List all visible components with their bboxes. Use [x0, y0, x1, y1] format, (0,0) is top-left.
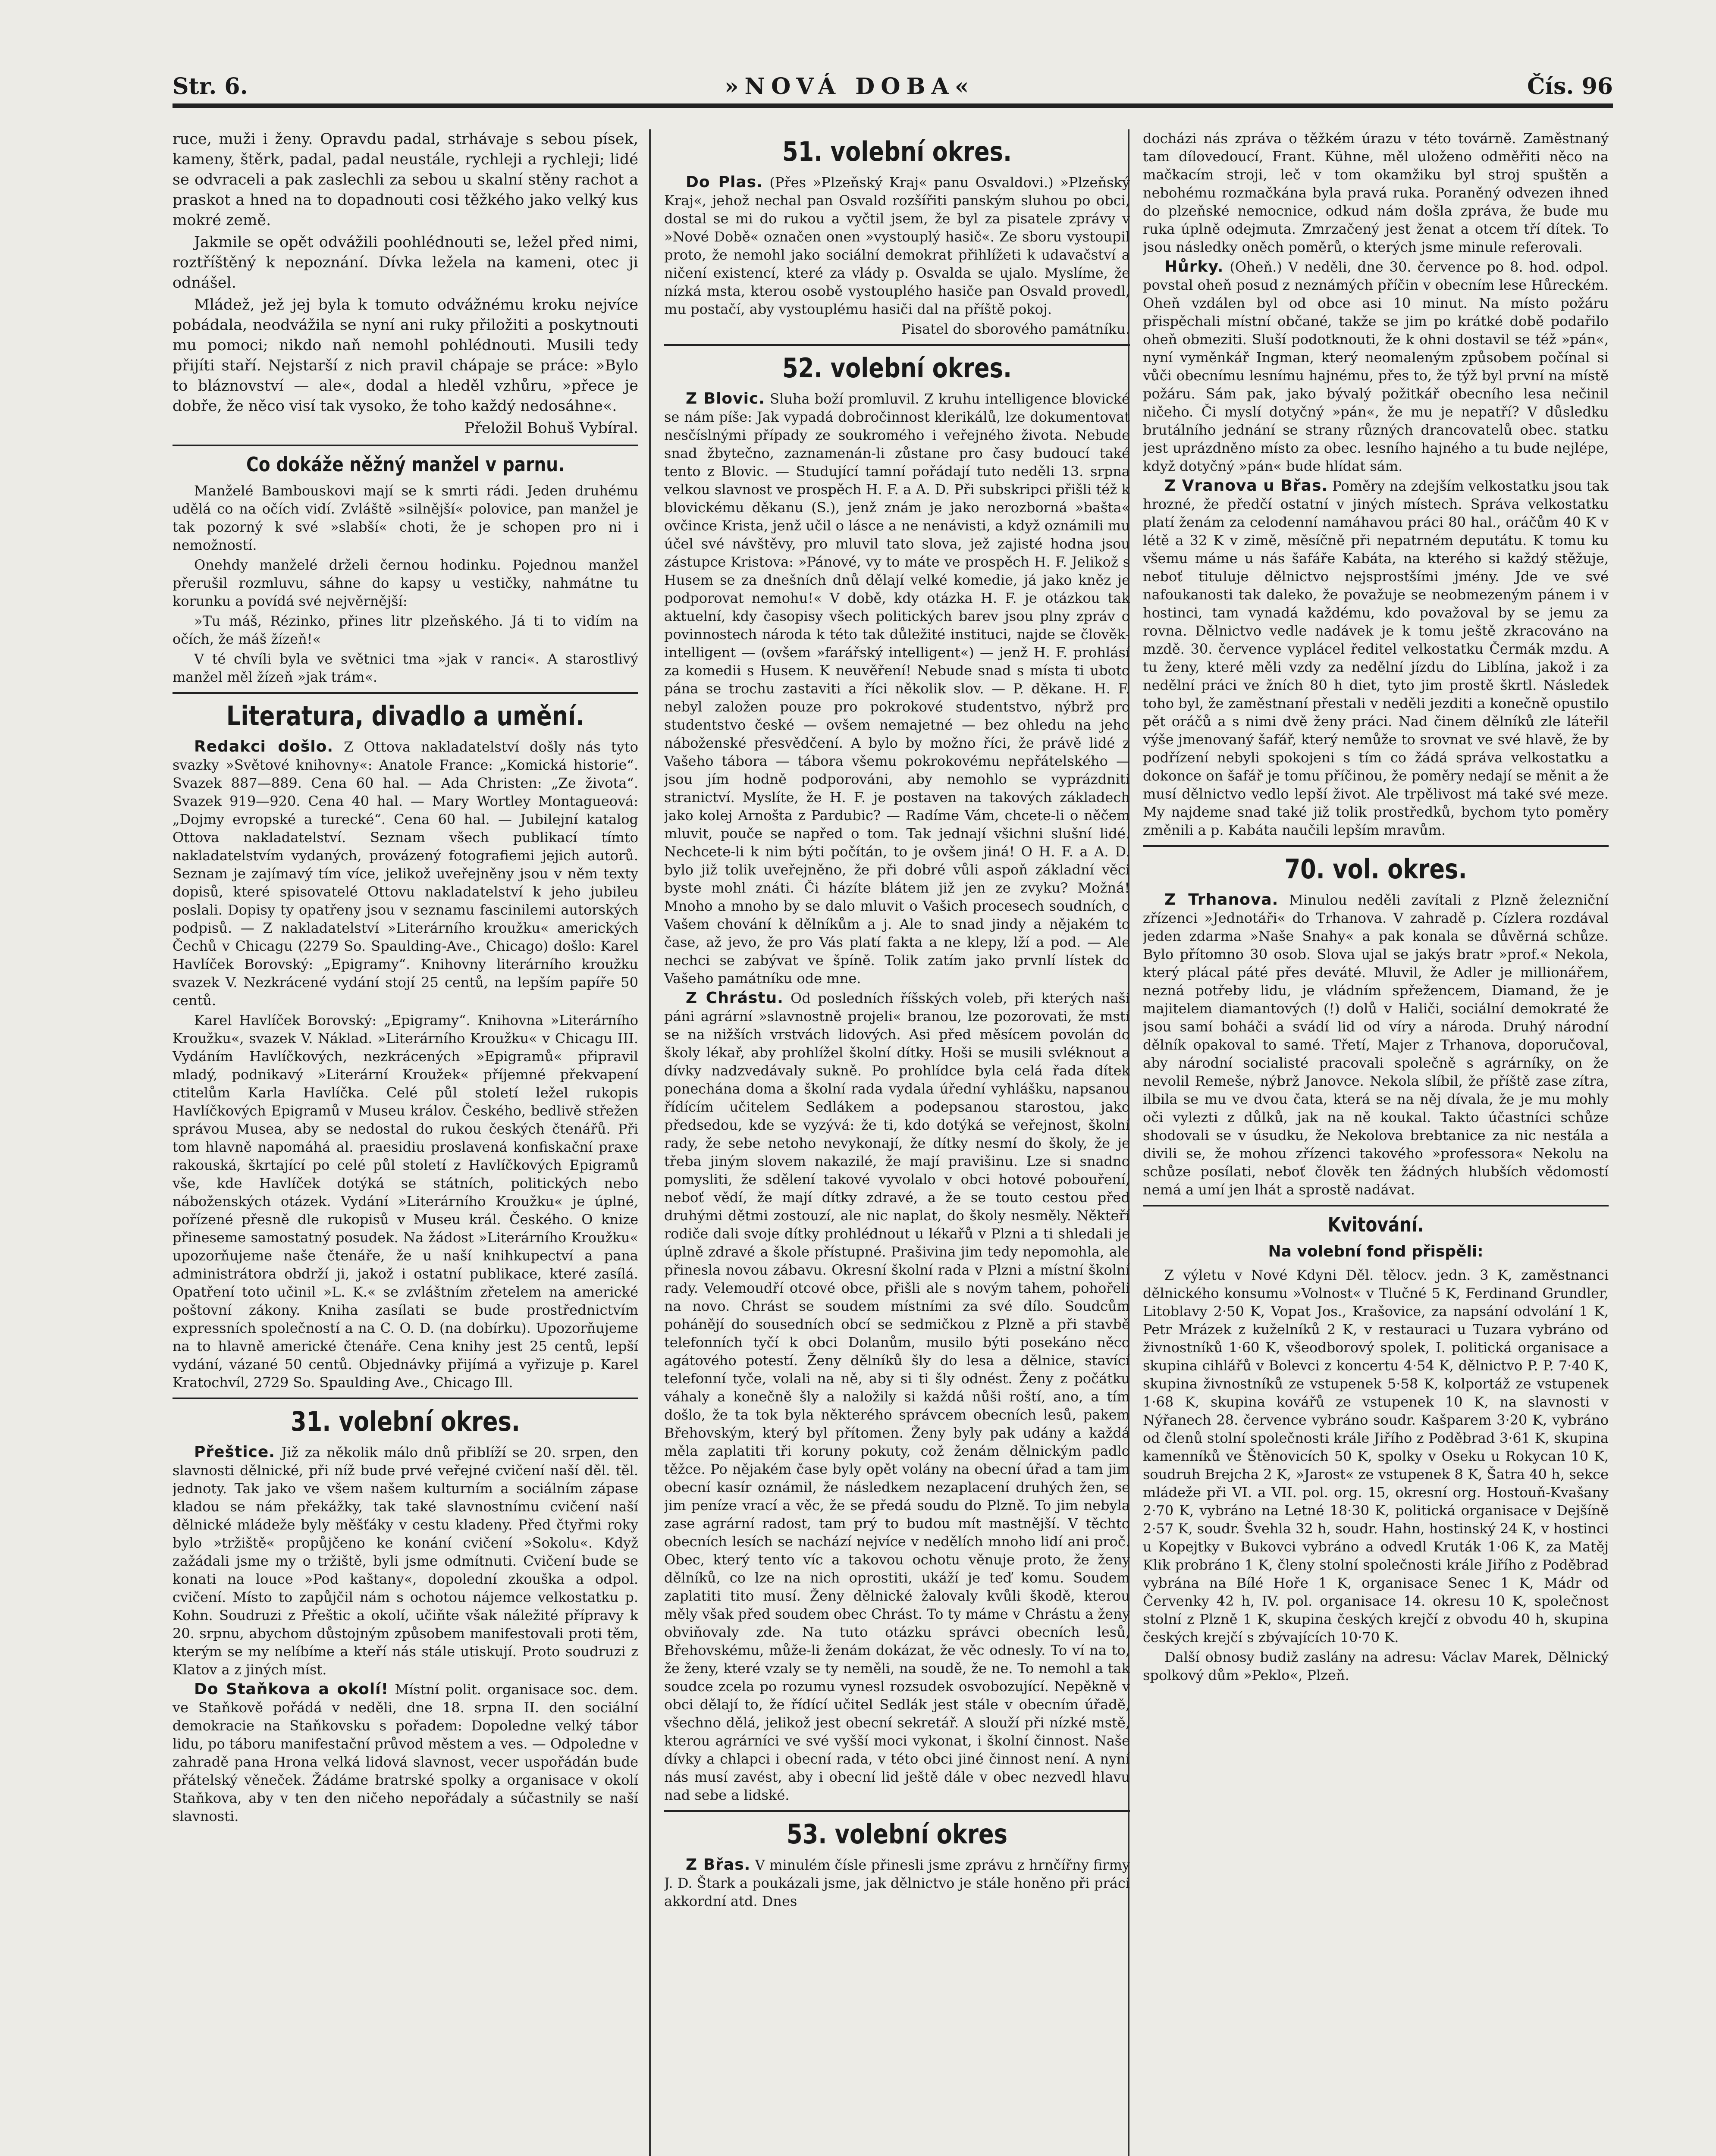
section-rule: [173, 692, 638, 694]
section-rule: [664, 344, 1130, 346]
paragraph-lead: Z Břas.: [686, 1856, 751, 1874]
article-paragraph: Manželé Bambouskovi mají se k smrti rádi. Jeden druhému udělá co na očích vidí. Zvláště »silnější« polovice, pan manžel je tak pozorný k své »slabší« choti, že je schopen pro ni i nemožností.: [173, 483, 638, 553]
newspaper-title: »NOVÁ DOBA«: [725, 73, 975, 100]
paragraph-lead: Z Chrástu.: [686, 989, 784, 1007]
article-paragraph: (Přes »Plzeňský Kraj« panu Osvaldovi.) »Plzeňský Kraj«, jehož nechal pan Osvald rozšířiti panským sluhou po obci, dostal se mi do rukou a vyčtil jsem, že byl za pisatele zprávy v »Nové Době« označen onen »vystouplý hasič«. Ze sboru vystoupil proto, že nemohl jako sociální demokrat přihlížeti k udavačství a ničení existencí, které za vlády p. Osvalda se ujalo. Myslíme, že nízká msta, kterou osobě vystouplého hasiče pan Osvald provedl, mu postačí, aby vystouplému hasiči dal na příště pokoj.: [664, 174, 1130, 317]
article-paragraph: docházi nás zpráva o těžkém úrazu v této továrně. Zaměstnaný tam dílovedoucí, Frant. Kühne, měl uloženo odměřiti něco na mačkacím stroji, leč v tom okamžiku byl stroj spuštěn a nebohému rozmačkána byla pravá ruka. Poraněný odvezen ihned do plzeňské nemocnice, odkud nám došla zpráva, že bude mu ruka úplně odejmuta. Zmrzačený jest ženat a otcem tří dítek. To jsou následky oněch poměrů, o kterých jsme minule referovali.: [1143, 130, 1609, 255]
article-paragraph: V minulém čísle přinesli jsme zprávu z hrnčířny firmy J. D. Štark a poukázali jsme, jak dělnictvo je stále honěno při práci akkordní atd. Dnes: [664, 1857, 1130, 1909]
paragraph-lead: Přeštice.: [194, 1443, 275, 1461]
paragraph-lead: Do Staňkova a okolí!: [194, 1680, 389, 1698]
story-paragraph: Jakmile se opět odvážili poohlédnouti se, ležel před nimi, roztříštěný k nepoznání. Dívka ležela na kameni, otec ji odnášel.: [173, 234, 638, 291]
article-paragraph: V té chvíli byla ve světnici tma »jak v ranci«. A starostlivý manžel měl žízeň »jak trám«.: [173, 651, 638, 685]
section-rule: [1143, 1205, 1609, 1206]
article-paragraph: Již za několik málo dnů přiblíží se 20. srpen, den slavnosti dělnické, při níž bude prvé veřejné cvičení naší děl. těl. jednoty. Tak jako ve všem našem kulturním a sociálním zápase kladou se nám překážky, tak také slavnostnímu cvičení naší dělnické mládeže byly měšťáky v cestu kladeny. Před čtyřmi roky bylo »tržiště« propůjčeno ke konání cvičení »Sokolu«. Když zažádali jsme my o tržiště, byli jsme odmítnuti. Cvičení bude se konati na louce »Pod kaštany«, dopolední zkouška a odpol. cvičení. Místo to zapůjčil nám s ochotou nájemce velkostatku p. Kohn. Soudruzi z Přeštic a okolí, učiňte však náležité přípravy k 20. srpnu, abychom důstojným způsobem manifestovali proti těm, kterým se my nelíbíme a kteří nás stále utiskují. Proto soudruzi z Klatov a z jiných míst.: [173, 1444, 638, 1678]
article-paragraph: Minulou neděli zavítali z Plzně železniční zřízenci »Jednotáři« do Trhanova. V zahradě p. Cízlera rozdával jeden zdarma »Naše Snahy« a pak konala se důvěrná schůze. Bylo přítomno 30 osob. Slova ujal se jakýs bratr »prof.« Nekola, který plácal páté přes deváté. Mluvil, že Adler je millionářem, nezná potřeby lidu, je vládním spřežencem, Diamand, že je majitelem diamantových (!) dolů v Haliči, sociální demokraté že jsou samí boháči a svádí lid od víry a národa. Druhý národní dělník opakoval to samé. Třetí, Majer z Trhanova, doporučoval, aby národní socialisté pracovali společně s agrárníky, on že nevolil Remeše, nýbrž Janovce. Nekola slíbil, že příště zase zítra, ilbila se mu ve dvou čata, která se na něj dívala, že je mu mohly oči vylezti z důlků, jak na ně koukal. Takto účastníci schůze shodovali se v úsudku, že Nekolova brebtanice za nic nestála a divili se, že mohou zřízenci takového »professora« Nekolu na schůze posílati, neboť člověk ten žádných hlubších vědomostí nemá a umí jen lhát a sprostě nadávat.: [1143, 892, 1609, 1198]
paragraph-lead: Do Plas.: [686, 173, 763, 191]
paragraph-lead: Z Blovic.: [686, 390, 765, 407]
column-right: [1143, 129, 1609, 2156]
story-signature: Přeložil Bohuš Vybíral.: [464, 420, 638, 437]
column-divider: [649, 129, 651, 2156]
section-title: 52. volební okres.: [782, 352, 1012, 384]
section-title: 70. vol. okres.: [1284, 853, 1467, 885]
section-rule: [173, 445, 638, 446]
section-rule: [1143, 845, 1609, 847]
article-paragraph: Z výletu v Nové Kdyni Děl. tělocv. jedn. 3 K, zaměstnanci dělnického konsumu »Volnost« v Tlučné 5 K, Ferdinand Grundler, Litoblavy 2·50 K, Vopat Jos., Krašovice, za napsání odvolání 1 K, Petr Mrázek z kuželníků 2 K, v restauraci u Tuzara vybráno od živnostníků 1·60 K, všeodborový spolek, I. politická organisace a skupina cihlářů v Bolevci z koncertu 4·54 K, dělnictvo P. P. 7·40 K, skupina živnostníků ze vstupenek 5·58 K, kolportáž ze vstupenek 1·68 K, skupina kovářů ze vstupenek 10 K, na slavnosti v Nýřanech 28. července vybráno soudr. Kašparem 3·20 K, vybráno od členů stolní společnosti krále Jiřího z Poděbrad 3·61 K, skupina kamenníků ve Štěnovicích 50 K, spolky v Oseku u Rokycan 10 K, soudruh Brejcha 2 K, »Jarost« ze vstupenek 8 K, Šatra 40 h, sekce mládeže při VI. a VII. pol. org. 15, okresní org. Hostouň-Kvašany 2·70 K, vybráno na Letné 18·30 K, politická organisace v Dejšíně 2·57 K, soudr. Švehla 32 h, soudr. Hahn, hostinský 24 K, v hostinci u Kopejtky v Bukovci vybráno a odvedl Kruták 1·06 K, za Matěj Klik probráno 1 K, členy stolní společnosti krále Jiřího z Poděbrad vybrána na Bílé Hoře 1 K, organisace Senec 1 K, Mádr od Červenky 42 h, IV. pol. organisace 14. okresu 10 K, společnost stolní z Plzně 1 K, skupina českých krejčí z obvodu 40 h, skupina českých krejčí s zbývajících 10·70 K.: [1143, 1267, 1609, 1645]
article-paragraph: Další obnosy budiž zaslány na adresu: Václav Marek, Dělnický spolkový dům »Peklo«, Plzeň.: [1143, 1649, 1609, 1683]
article-paragraph: Onehdy manželé drželi černou hodinku. Pojednou manžel přerušil rozmluvu, sáhne do kapsy u vestičky, nahmátne tu korunku a povídá své nejvěrnější:: [173, 557, 638, 609]
section-subtitle: Na volební fond přispěli:: [1268, 1243, 1484, 1260]
section-title: 53. volební okres: [786, 1818, 1008, 1850]
section-title: 51. volební okres.: [782, 136, 1012, 167]
issue-number: Čís. 96: [1527, 73, 1613, 100]
page-number: Str. 6.: [173, 73, 248, 100]
article-paragraph: Karel Havlíček Borovský: „Epigramy“. Knihovna »Literárního Kroužku«, svazek V. Náklad. »Literárního Kroužku« v Chicagu III. Vydáním Havlíčkových, nezkrácených »Epigramů« připravil mladý, podnikavý »Literární Kroužek« příjemné překvapení ctitelům Karla Havlíčka. Celé půl století ležel rukopis Havlíčkových Epigramů v Museu králov. Českého, bedlivě střežen správou Musea, aby se nedostal do rukou českých čtenářů. Při tom hlavně napomáhá al. praesidiu proslavená konfiskační praxe rakouská, škrtající po celé půl století z Havlíčkových Epigramů vše, kde Havlíček dotýká se státních, politických nebo náboženských otázek. Vydání »Literárního Kroužku« je úplné, pořízené přesně dle rukopisů v Museu král. Českého. O knize přineseme samostatný posudek. Na žádost »Literárního Kroužku« upozorňujeme naše čtenáře, že u naší knihkupectví a pana administrátora obdrží ji, jakož i ostatní publikace, které zasílá. Opatření toto učinil »L. K.« se zvláštním zřetelem na americké poštovní zákony. Kniha zasílati se bude prostřednictvím expressních společností a na C. O. D. (na dobírku). Upozorňujeme na to hlavně americké čtenáře. Cena knihy jest 25 centů, lepší vydání, vázané 50 centů. Objednávky přijímá a vyřizuje p. Karel Kratochvíl, 2729 So. Spaulding Ave., Chicago Ill.: [173, 1012, 638, 1391]
column-middle: [664, 129, 1130, 2156]
header-rule: [173, 103, 1613, 108]
section-rule: [664, 1810, 1130, 1812]
column-left: [173, 129, 638, 2156]
section-rule: [173, 1398, 638, 1399]
article-paragraph: »Tu máš, Rézinko, přines litr plzeňského. Já ti to vidím na očích, že máš žízeň!«: [173, 613, 638, 647]
paragraph-lead: Z Vranova u Břas.: [1164, 477, 1328, 495]
article-paragraph: Místní polit. organisace soc. dem. ve Staňkově pořádá v neděli, dne 18. srpna II. den sociální demokracie na Staňkovsku s pořadem: Dopoledne velký tábor lidu, po táboru manifestační průvod městem a ves. — Odpoledne v zahradě pana Hrona velká lidová slavnost, vecer uspořádán bude přátelský věneček. Žádáme bratrské spolky a organisace v okolí Staňkova, aby v ten den ničeho nepořádaly a súčastnily se naší slavnosti.: [173, 1681, 638, 1824]
section-title: 31. volební okres.: [290, 1406, 521, 1437]
article-paragraph: Poměry na zdejším velkostatku jsou tak hrozné, že předčí ostatní v jiných místech. Správa velkostatku platí ženám za celodenní namáhavou práci 80 hal., oráčům 40 K v létě a 32 K v zimě, měsíčně při nepatrném deputátu. K tomu ku všemu máme u nás šafáře Kabáta, na kterého si každý stěžuje, neboť tituluje dělnictvo nejsprostšími jmény. Jde ve své nafoukanosti tak daleko, že považuje se neobmezeným pánem i v hostinci, tam vynadá každému, kdo považoval by se jemu za rovna. Dělnictvo vedle nadávek je k tomu ještě zkracováno na mzdě. 30. července vyplácel ředitel velkostatku Čermák mzdu. A tu ženy, které měli vzdy za nedělní jízdu do Liblína, jakož i za nedělní práci ve žních 80 h diet, tyto jim prostě škrtl. Následek toho byl, že zaměstnaní přestali v neděli jezditi a konečně opustilo pět oráčů a s nimi dvě ženy práci. Nad činem dělníků zle láteřil výše jmenovaný šafář, který nemůže to srovnat ve své hlavě, že by podřízení nebyli spokojeni s tím co žádá správa velkostatku a dokonce on šafář je tomu příčinou, že poměry nedají se měnit a že musí dělnictvo vedlo lepší život. Ale trpělivost má také své meze. My najdeme snad také již tolik prostředků, bychom tyto poměry změnili a p. Kabáta naučili lepším mravům.: [1143, 478, 1609, 838]
article-title: Co dokáže něžný manžel v parnu.: [246, 453, 565, 476]
paragraph-lead: Z Trhanova.: [1164, 891, 1279, 909]
section-title: Literatura, divadlo a umění.: [226, 700, 585, 732]
story-paragraph: ruce, muži i ženy. Opravdu padal, strhávaje s sebou písek, kameny, štěrk, padal, padal neustále, rychleji a rychleji; lidé se odvraceli a pak zaslechli za sebou u skalní stěny rachot a praskot a hned na to dopadnouti cosi těžkého jako velký kus mokré země.: [173, 131, 638, 229]
section-title: Kvitování.: [1327, 1213, 1424, 1236]
article-paragraph: Od posledních říšských voleb, při kterých naši páni agrární »slavnostně projeli« branou, lze pozorovati, že mstí se na nižších vrstvách lidových. Asi před měsícem povolán do školy lékař, aby prohlížel školní dítky. Hoši se musili svléknout a dívky nadzvedávaly sukně. Po prohlídce byla celá řada dítek ponechána doma a školní rada vydala úřední vyhlášku, napsanou řídícím učitelem Sedlákem a podepsanou starostou, jako předsedou, kde se vyzývá: že ti, kdo dotýká se veřejnost, školní rady, že sebe netoho nevykonají, že dítky nesmí do školy, že je třeba jiným slovem nakazilé, že mají pravišinu. Lze si snadno pomysliti, že sdělení takové vyvolalo v obci hotové pobouření, neboť vědí, že mají dítky zdravé, a že se touto cestou před druhými dětmi zostouzí, ale nic naplat, do školy nesměly. Někteří rodiče dali svoje dítky prohlédnout u lékařů v Plzni a ti shledali je úplně zdravé a škole přístupné. Prašivina jim tedy nepomohla, ale přinesla novou zábavu. Okresní školní rada v Plzni a místní školní rady. Velemoudří otcové obce, přišli ale s novým tahem, pohořeli na novo. Chrást se soudem místními za své dílo. Soudcům pohánějí do sousedních obcí se sedmičkou z Plzně a při stavbě telefonních tyčí k obci Dolanům, musilo býti posekáno něco agátového potestí. Ženy dělníků šly do lesa a dělnice, stavící telefonní tyče, volali na ně, aby si ti šly odnést. Ženy z počátku váhaly a konečně šly a naložily si každá nůši roští, ano, a tím došlo, že ta tok byla některého správcem obecních lesů, pakem Břehovským, který byl přítomen. Ženy byly pak udány a každá měla zaplatiti tři koruny pokuty, což ženám dělnickým padlo těžce. Po nějakém čase byly opět volány na obecní úřad a tam jim obecní kasír oznámil, že následkem nezaplacení druhých žen, se jim peníze vrací a věc, že se předá soudu do Plzně. To jim nebyla zase agrární radost, tam prý to budou mít mastnější. V těchto obecních lesích se nachází nejvíce v nedělích mnoho lidí ani proč. Obec, který tento víc a takovou ochotu věnuje proto, že ženy dělníků, co lze na nich oprostiti, ukáží je teď komu. Soudem zaplatiti tito musí. Ženy dělnické žalovaly kvůli škodě, kterou měly však před soudem obec Chrást. To ty máme v Chrástu a ženy obviňovaly zde. Na tuto otázku správci obecních lesů, Břehovskému, může-li ženám dokázat, že věc odnesly. To ví na to, že ženy, které vzaly se ty neměli, na soudě, že ne. To nemohl a tak soudce zcela po rozumu vynesl rozsudek osvobozující. Nepěkně v obci dělají to, že řídící učitel Sedlák jest stále v obecním úřadě, všechno dělá, jelikož jest obecní sekretář. A slouží při nízké mstě, kterou agrárníci ve své vyšší moci vykonat, i školní činnost. Naše dívky a chlapci i obecní rada, v této obci jiné činnost není. A nyní nás musí zavést, aby i obecní lid ještě dále v obec nezvedl hlavu nad sebe a lidské.: [664, 990, 1130, 1803]
paragraph-lead: Hůrky.: [1164, 258, 1224, 276]
article-paragraph: (Oheň.) V neděli, dne 30. července po 8. hod. odpol. povstal oheň posud z neznámých příčin v obecním lese Hůreckém. Oheň vzdálen byl od obce asi 10 minut. Na místo požáru přispěchali místní občané, takže se jim po krátké době podařilo oheň obmeziti. Sluší podotknouti, že k ohni dostavil se též »pán«, nyní vyměnkář Ingman, který neomaleným způsobem počínal si vůči obecnímu lesnímu hajnému, přes to, že týž byl první na místě požáru. Sám pak, jako bývalý požitkář obecního lesa nečinil ničeho. Či myslí dotyčný »pán«, že mu je nepatří? V důsledku brutálního jednání se strany různých drancovatelů obec. statku jest uprázdněno místo za obec. lesního hajného a tu bude nejlépe, když dotyčný »pán« bude hlídat sám.: [1143, 259, 1609, 474]
story-paragraph: Mládež, jež jej byla k tomuto odvážnému kroku nejvíce pobádala, neodvážila se nyní ani ruky přiložiti a poskytnouti mu pomoci; nikdo naň nemohl pohlédnouti. Musili tedy přijíti staří. Nejstarší z nich pravil chápaje se práce: »Bylo to bláznovství — ale«, dodal a hleděl vzhůru, »přece je dobře, že něco visí tak vysoko, že toho každý nedosáhne«.: [173, 296, 638, 415]
paragraph-lead: Redakci došlo.: [194, 738, 334, 755]
article-paragraph: Sluha boží promluvil. Z kruhu intelligence blovické se nám píše: Jak vypadá dobročinnost klerikálů, lze dokumentovat nesčíslnými případy ze soukromého i veřejného života. Nebude snad žbytečno, zaznamenán-li zůstane pro časy budoucí také tento z Blovic. — Studující tamní pořádají tuto neděli 13. srpna velkou slavnost ve prospěch H. F. a A. D. Při subskripci přišli též k blovickému děkanu (S.), jenž znám je jako nerozborná »bašta« ovčince Krista, jenž učil o lásce a ne nenávisti, a když oznámili mu účel své návštěvy, pro mluvil tato slova, jež zajisté hodna jsou zástupce Kristova: »Pánové, vy to máte ve prospěch H. F. Jelikož s Husem se za dnešních dnů dělají velké komedie, já jako kněz je podporovat nemohu!« V době, kdy otázka H. F. je otázkou tak aktuelní, kdy časopisy všech politických barev jsou plny zpráv o povinnostech národa k této tak důležité instituci, najde se člověk-intelligent — (ovšem »farářský intelligent«) — jenž H. F. prohlásí za komedii s Husem. K neuvěření! Nebude snad s místa ti uboto pána se trochu zastaviti a říci několik slov. — P. děkane. H. F. nebyl založen pouze pro pokrokové studentstvo, nýbrž pro studentstvo české — ovšem nemajetné — bez ohledu na jeho náboženské přesvědčení. A bylo by možno říci, že právě lidé z Vašeho tábora — tábora všemu pokrokovému nepřátelského — jsou jím hodně podporováni, aby nemohlo se vyprázdniti stranictví. Myslíte, že H. F. je postaven na takových základech jako kolej Arnošta z Pardubic? — Radíme Vám, chcete-li o něčem mluvit, pouče se napřed o tom. Tak jednají všichni slušní lidé. Nechcete-li k nim býti počítán, to je ovšem jiná! O H. F. a A. D. bylo již tolik uveřejněno, že při dobré vůli aspoň základní věci byste mohl znáti. Či házíte blátem již jen ze zvyku? Možná! Mnoho a mnoho by se dalo mluvit o Vašich procesech soudních, o Vašem chování k dělníkům a j. Ale to snad jindy a nějakém to čase, až jevo, že pro Vás platí fakta a ne klepy, lží a pod. — Ale nechci se zabývat ve špíně. Tolik zatím jako prvnlí lístek do Vašeho památníku ode mne.: [664, 391, 1130, 987]
article-paragraph: Z Ottova nakladatelství došly nás tyto svazky »Světové knihovny«: Anatole France: „Komická historie“. Svazek 887—889. Cena 60 hal. — Ada Christen: „Ze života“. Svazek 919—920. Cena 40 hal. — Mary Wortley Montagueová: „Dojmy evropské a turecké“. Cena 60 hal. — Jubilejní katalog Ottova nakladatelství. Seznam všech publikací tímto nakladatelstvím vydaných, provázený fotografiemi jejich autorů. Seznam je zajímavý tím více, jelikož uveřejněny jsou v něm texty dopisů, které spisovatelé Ottovu nakladatelství k jeho jubileu poslali. Dopisy ty opatřeny jsou v seznamu fascinilemi autorských podpisů. — Z nakladatelství »Literárního kroužku« amerických Čechů v Chicagu (2279 So. Spaulding-Ave., Chicago) došlo: Karel Havlíček Borovský: „Epigramy“. Knihovny literárního kroužku svazek V. Nezkrácené vydání stojí 25 centů, na lepším papíře 50 centů.: [173, 739, 638, 1009]
article-signature: Pisatel do sborového památníku.: [901, 321, 1130, 337]
